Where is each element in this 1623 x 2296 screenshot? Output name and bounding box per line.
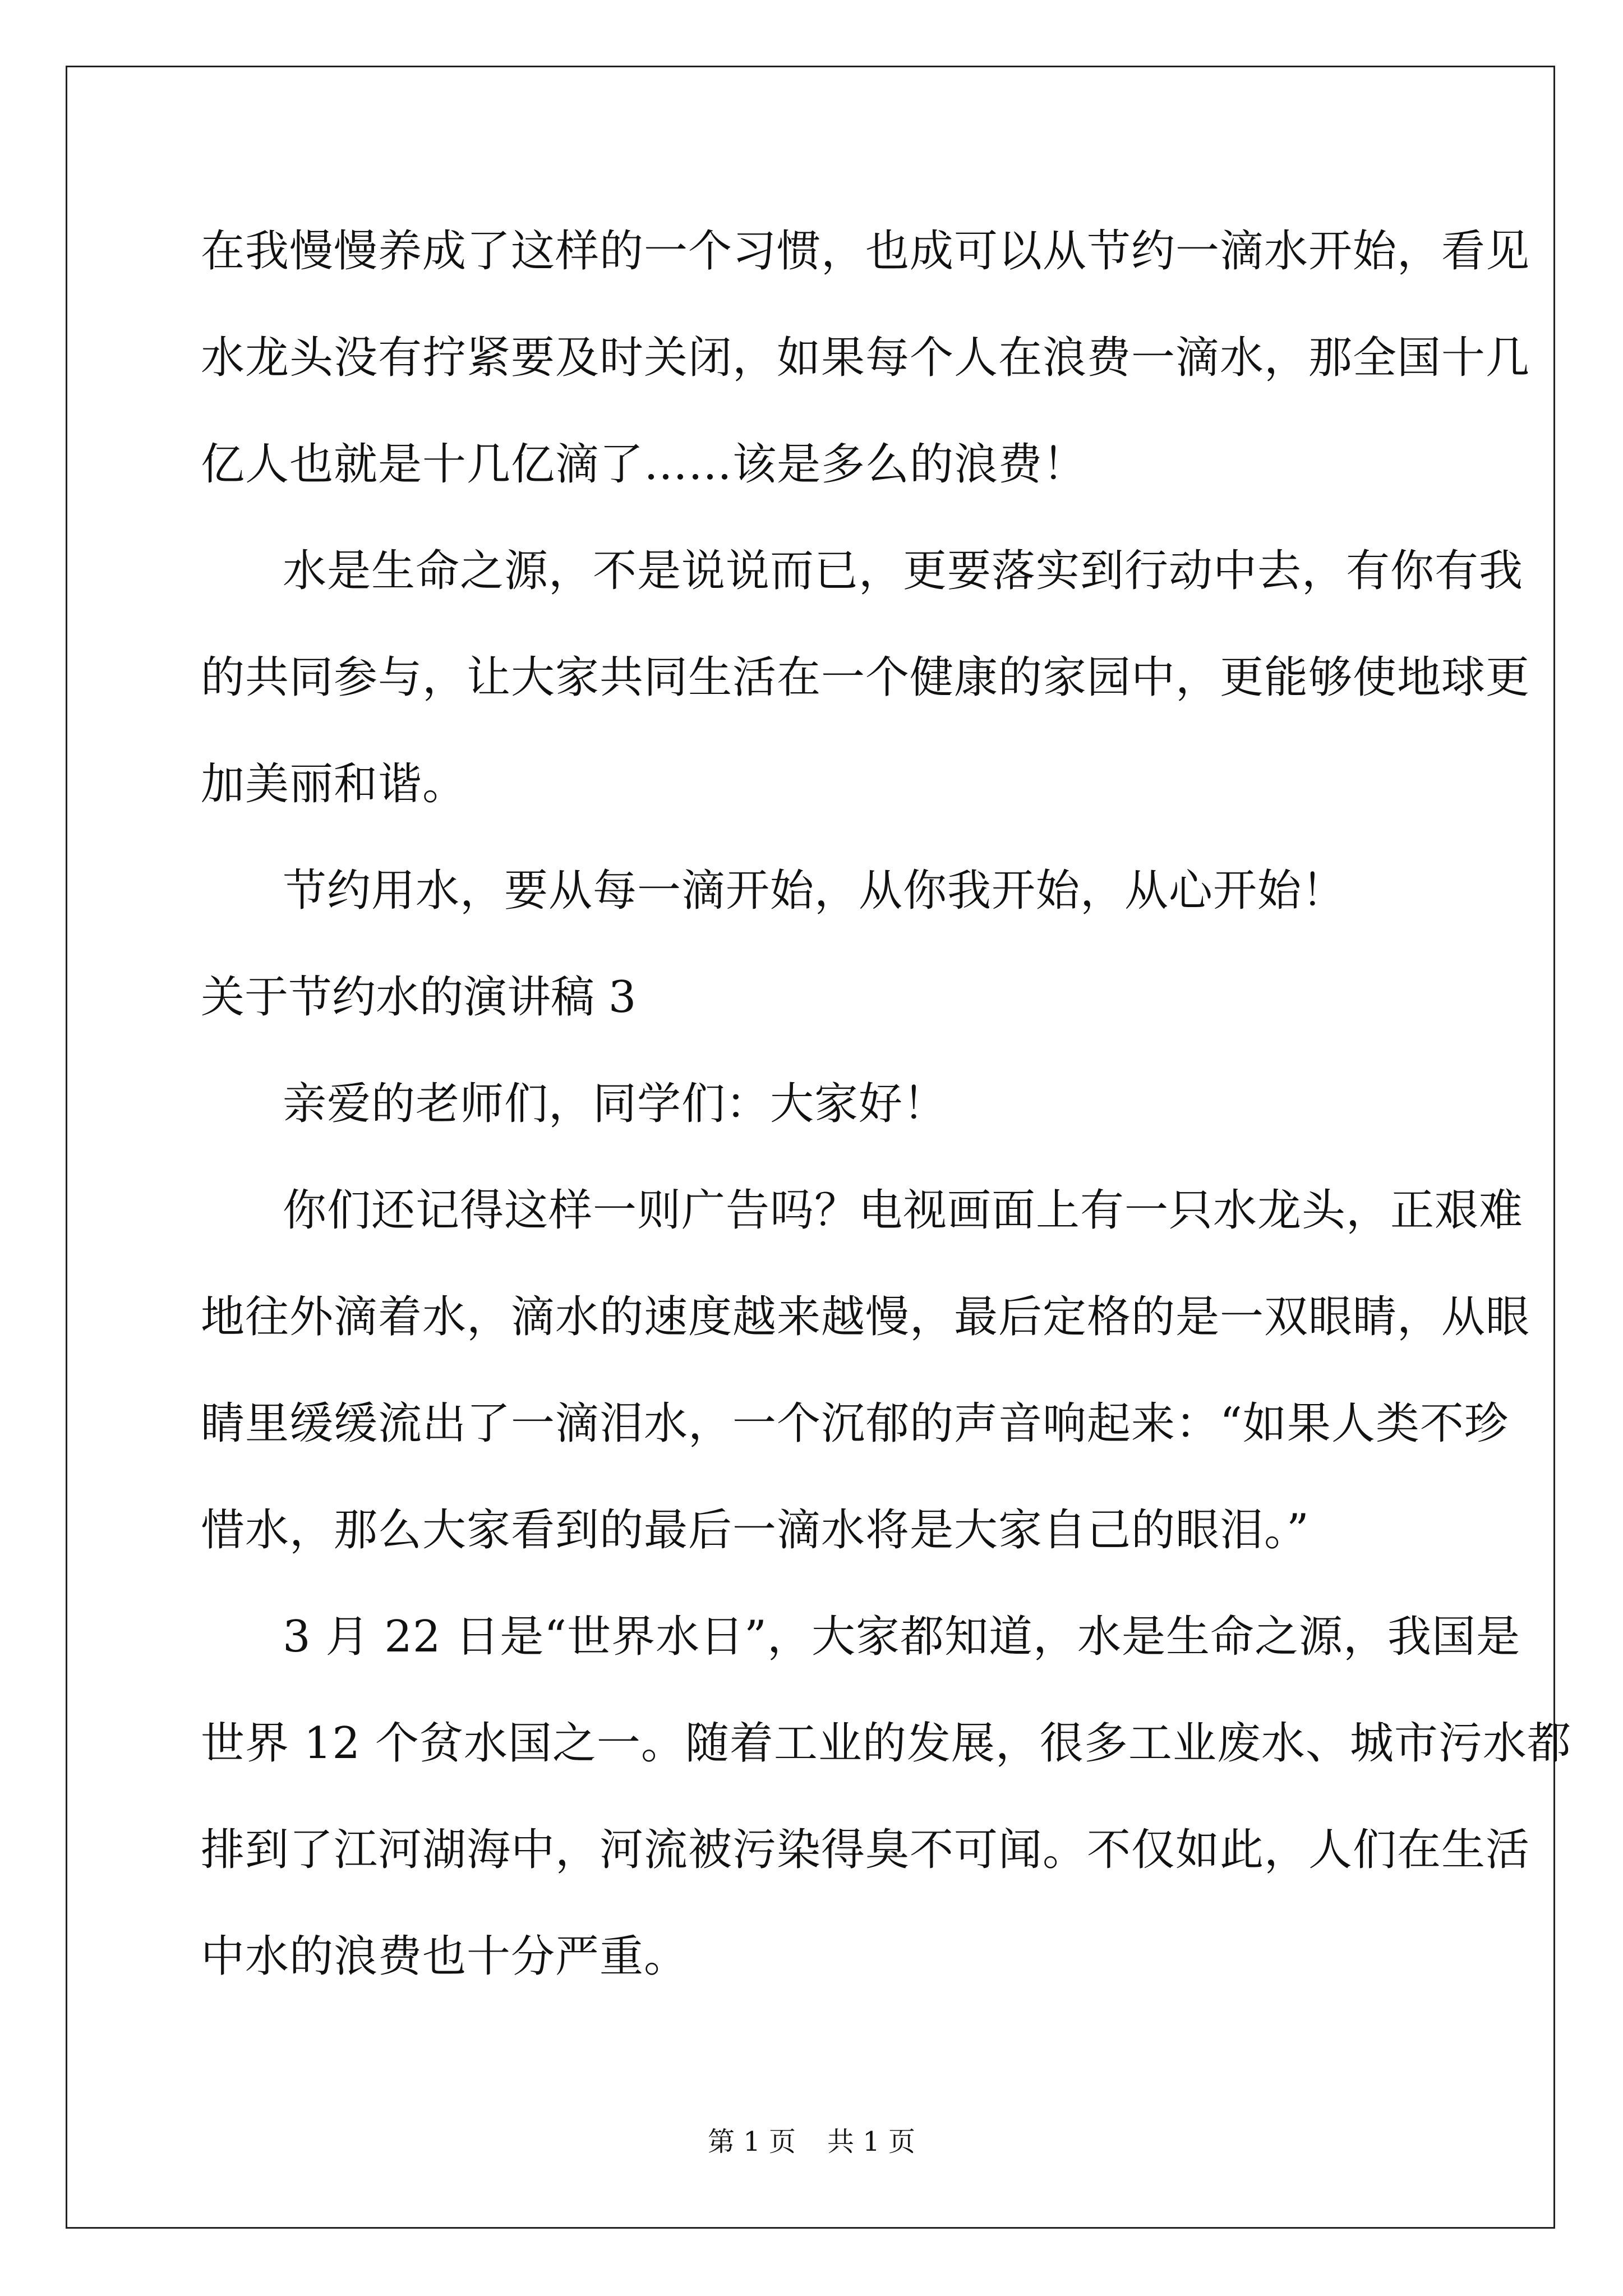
text-line-9: 亲爱的老师们，同学们：大家好！: [283, 1079, 948, 1129]
text-line-14: 3 月 22 日是“世界水日”，大家都知道，水是生命之源，我国是: [283, 1612, 1521, 1662]
text-line-15: 世界 12 个贫水国之一。随着工业的发展，很多工业废水、城市污水都: [201, 1718, 1571, 1769]
text-line-12: 睛里缓缓流出了一滴泪水，一个沉郁的声音响起来：“如果人类不珍: [201, 1398, 1509, 1449]
text-line-16: 排到了江河湖海中，河流被污染得臭不可闻。不仅如此，人们在生活: [201, 1825, 1530, 1875]
text-line-11: 地往外滴着水，滴水的速度越来越慢，最后定格的是一双眼睛，从眼: [201, 1292, 1530, 1342]
text-line-3: 亿人也就是十几亿滴了……该是多么的浪费！: [201, 439, 1087, 490]
text-line-2: 水龙头没有拧紧要及时关闭，如果每个人在浪费一滴水，那全国十几: [201, 333, 1530, 383]
page-number: 第 1 页: [707, 2126, 796, 2157]
section-heading: 关于节约水的演讲稿 3: [201, 972, 637, 1023]
text-line-7: 节约用水，要从每一滴开始，从你我开始，从心开始！: [283, 866, 1347, 916]
text-line-5: 的共同参与，让大家共同生活在一个健康的家园中，更能够使地球更: [201, 652, 1530, 703]
text-line-6: 加美丽和谐。: [201, 759, 467, 809]
text-line-13: 惜水，那么大家看到的最后一滴水将是大家自己的眼泪。”: [201, 1505, 1310, 1556]
text-line-17: 中水的浪费也十分严重。: [201, 1931, 689, 1982]
text-line-4: 水是生命之源，不是说说而已，更要落实到行动中去，有你有我: [283, 546, 1524, 596]
text-line-10: 你们还记得这样一则广告吗？电视画面上有一只水龙头，正艰难: [283, 1185, 1524, 1236]
page-footer: [0, 2125, 1623, 2159]
document-body: [201, 212, 1571, 2024]
page-total: 共 1 页: [827, 2126, 916, 2157]
text-line-1: 在我慢慢养成了这样的一个习惯，也成可以从节约一滴水开始，看见: [201, 226, 1530, 277]
